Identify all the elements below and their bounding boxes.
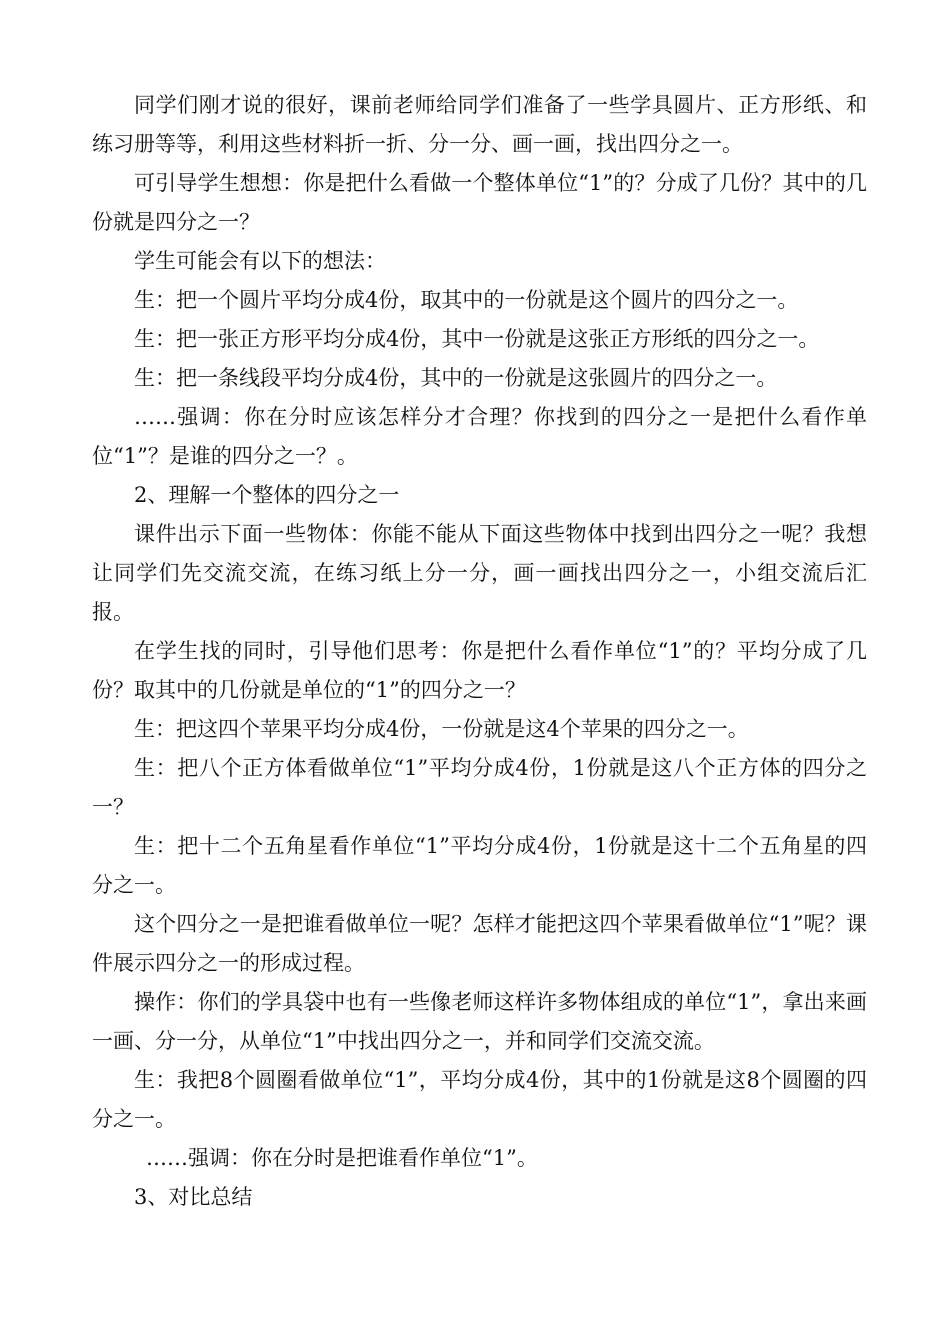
paragraph: 在学生找的同时，引导他们思考：你是把什么看作单位“1”的？平均分成了几份？取其中的几份就是单位的“1”的四分之一？ (92, 639, 867, 702)
paragraph: ……强调：你在分时应该怎样分才合理？你找到的四分之一是把什么看作单位“1”？是谁的四分之一？。 (92, 405, 867, 468)
paragraph: 同学们刚才说的很好，课前老师给同学们准备了一些学具圆片、正方形纸、和练习册等等，利用这些材料折一折、分一分、画一画，找出四分之一。 (92, 93, 867, 156)
paragraph: 生：把一张正方形平均分成4份，其中一份就是这张正方形纸的四分之一。 (134, 327, 820, 351)
paragraph: 生：把十二个五角星看作单位“1”平均分成4份，1份就是这十二个五角星的四分之一。 (92, 834, 867, 897)
section-heading: 2、理解一个整体的四分之一 (134, 483, 400, 507)
document-page (92, 86, 867, 1217)
paragraph: 课件出示下面一些物体：你能不能从下面这些物体中找到出四分之一呢？我想让同学们先交流交流，在练习纸上分一分，画一画找出四分之一，小组交流后汇报。 (92, 522, 867, 624)
paragraph: 可引导学生想想：你是把什么看做一个整体单位“1”的？分成了几份？其中的几份就是四分之一？ (92, 171, 867, 234)
paragraph: 操作：你们的学具袋中也有一些像老师这样许多物体组成的单位“1”，拿出来画一画、分一分，从单位“1”中找出四分之一，并和同学们交流交流。 (92, 990, 867, 1053)
paragraph: 生：把一个圆片平均分成4份，取其中的一份就是这个圆片的四分之一。 (134, 288, 799, 312)
paragraph: 生：我把8个圆圈看做单位“1”，平均分成4份，其中的1份就是这8个圆圈的四分之一。 (92, 1068, 867, 1131)
paragraph: 生：把这四个苹果平均分成4份，一份就是这4个苹果的四分之一。 (134, 717, 749, 741)
paragraph: 生：把一条线段平均分成4份，其中的一份就是这张圆片的四分之一。 (134, 366, 778, 390)
paragraph: ……强调：你在分时是把谁看作单位“1”。 (146, 1146, 538, 1170)
paragraph: 生：把八个正方体看做单位“1”平均分成4份，1份就是这八个正方体的四分之一？ (92, 756, 867, 819)
paragraph: 学生可能会有以下的想法： (134, 249, 386, 273)
section-heading: 3、对比总结 (134, 1185, 253, 1209)
paragraph: 这个四分之一是把谁看做单位一呢？怎样才能把这四个苹果看做单位“1”呢？课件展示四分之一的形成过程。 (92, 912, 867, 975)
